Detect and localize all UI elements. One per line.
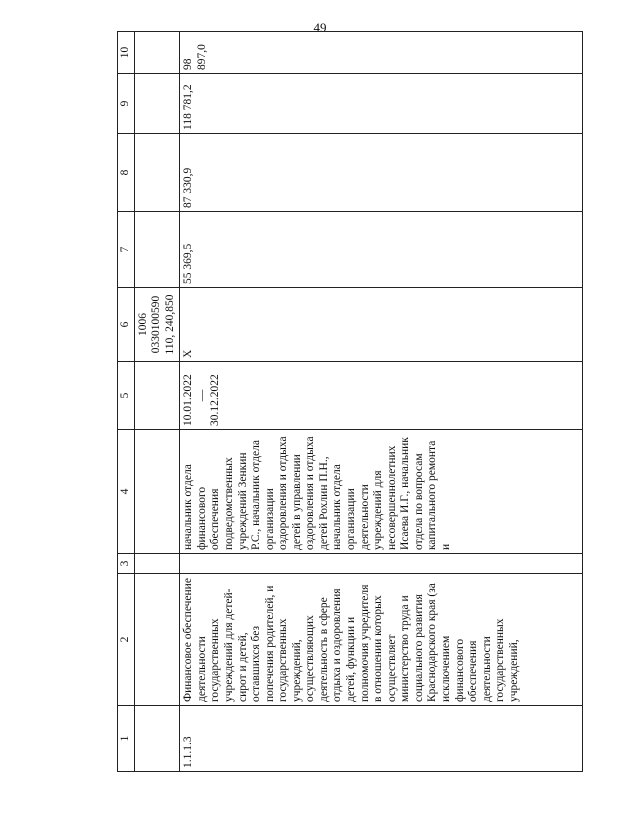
subheader-cell [134,574,180,706]
rotated-table [117,44,583,772]
row-number: 1.1.1.3 [180,706,583,772]
budget-table-container [117,44,583,772]
header-col-7: 7 [118,212,135,288]
date-start: 10.01.2022 [182,374,195,426]
page-number: 49 [313,20,327,35]
subheader-cell [134,74,180,134]
header-col-3: 3 [118,554,135,574]
header-col-2: 2 [118,574,135,706]
subheader-cell [134,554,180,574]
header-col-10: 10 [118,32,135,74]
date-end: 30.12.2022 [209,374,222,426]
row-description: Финансовое обеспечение деятельности государственных учреждений для детей-сирот и детей, оставшихся без попечения родителей, и государственных учреждений, осуществляющих деятельность в сфере отдыха и оздоровления детей, функции и полномочия учредителя в отношении которых осуществляет министерство труда и социального развития Краснодарского края (за исключением финансового обеспечения деятельности государственных учреждений, [180,574,583,706]
header-row [118,32,135,772]
table-row [180,32,583,772]
row-col-10: 98 897,0 [180,32,583,74]
row-code-value: X [180,288,583,362]
row-col-3 [180,554,583,574]
subheader-cell [134,362,180,430]
subheader-cell [134,32,180,74]
subheader-row [134,32,180,772]
header-col-9: 9 [118,74,135,134]
header-col-8: 8 [118,134,135,212]
row-dates [180,362,583,430]
subheader-cell [134,212,180,288]
header-col-1: 1 [118,706,135,772]
row-col-7: 55 369,5 [180,212,583,288]
budget-code-cell: 1006 0330100590 110, 240,850 [134,288,180,362]
header-col-6: 6 [118,288,135,362]
budget-table [117,31,583,772]
row-responsible: начальник отдела финансового обеспечения подведомственных учреждений Зенкин Р.С., начальник отдела организации оздоровления и отдыха детей в управлении оздоровления и отдыха детей Рохлин П.Н., начальник отдела организации деятельности учреждений для несовершеннолетних Исаева И.Г., начальник отдела по вопросам капитального ремонта и [180,430,583,554]
date-dash: — [195,389,208,402]
header-col-5: 5 [118,362,135,430]
subheader-cell [134,706,180,772]
subheader-cell [134,134,180,212]
row-col-9: 118 781,2 [180,74,583,134]
subheader-cell [134,430,180,554]
row-col-8: 87 330,9 [180,134,583,212]
header-col-4: 4 [118,430,135,554]
